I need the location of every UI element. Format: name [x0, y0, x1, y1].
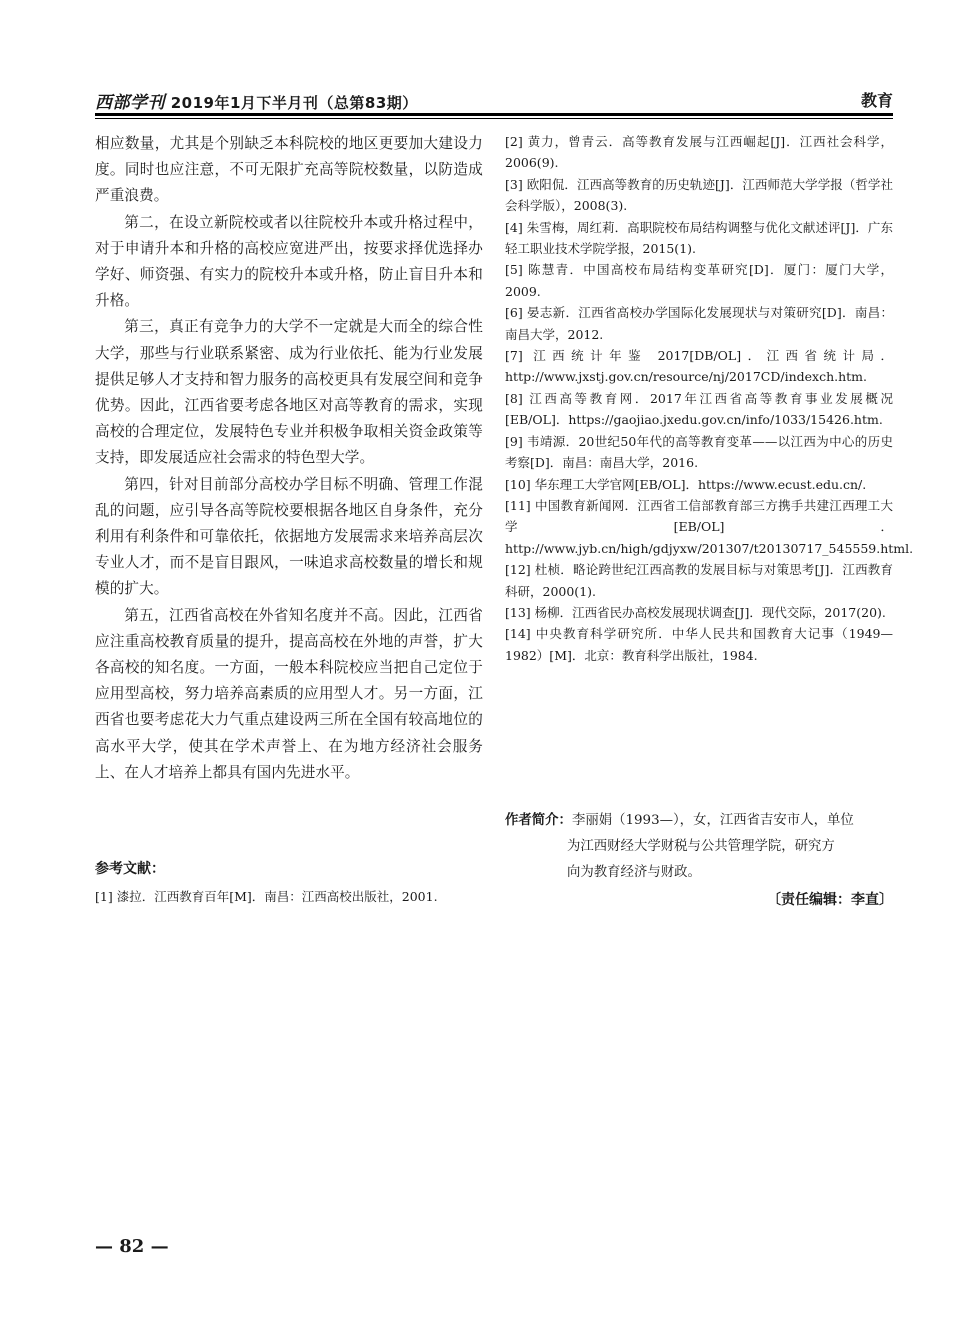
page-header	[95, 88, 893, 112]
author-line-2: 为江西财经大学财税与公共管理学院，研究方	[567, 839, 835, 854]
author-text: 李丽娟（1993—），女，江西省吉安市人，单位	[571, 813, 854, 828]
reference-item	[505, 431, 893, 474]
responsible-editor: 〔责任编辑：李直〕	[767, 892, 893, 908]
reference-text: 欧阳侃．江西高等教育的历史轨迹[J]．江西师范大学学报（哲学社会科学版），2008(3).	[505, 176, 893, 214]
reference-item	[505, 217, 893, 260]
author-line-3: 向为教育经济与财政。	[567, 865, 701, 880]
reference-text: 华东理工大学官网[EB/OL]．https://www.ecust.edu.cn/.	[534, 476, 867, 492]
author-label: 作者简介：	[505, 813, 572, 828]
reference-item	[505, 302, 893, 345]
reference-text: 杜桢．略论跨世纪江西高教的发展目标与对策思考[J]．江西教育科研，2000(1).	[505, 562, 894, 599]
reference-number: [8]	[505, 390, 523, 406]
reference-item	[505, 559, 893, 602]
journal-issue	[95, 88, 418, 113]
reference-text: 黄力，曾青云．高等教育发展与江西崛起[J]．江西社会科学，2006(9).	[505, 134, 894, 171]
body-column	[95, 131, 483, 786]
header-rule-thick	[95, 113, 893, 116]
reference-text: 韦靖源．20世纪50年代的高等教育变革——以江西为中心的历史考察[D]．南昌：南昌大学，2016.	[505, 433, 893, 471]
references-column	[505, 131, 914, 666]
reference-text: 朱雪梅，周红莉．高职院校布局结构调整与优化文献述评[J]．广东轻工职业技术学院学报，2015(1).	[505, 219, 893, 257]
reference-item	[95, 886, 495, 907]
reference-text: 江西高等教育网．2017年江西省高等教育事业发展概况[EB/OL]．https://gaojiao.jxedu.gov.cn/info/1033/15426.htm.	[505, 390, 893, 428]
reference-item	[505, 495, 914, 559]
reference-number: [7]	[505, 348, 523, 364]
reference-number: [6]	[505, 305, 523, 321]
reference-text: 漆拉．江西教育百年[M]．南昌：江西高校出版社，2001.	[116, 889, 438, 904]
page-number: — 82 —	[95, 1236, 169, 1257]
reference-number: [2]	[505, 134, 523, 149]
body-paragraph: 第三，真正有竞争力的大学不一定就是大而全的综合性大学，那些与行业联系紧密、成为行业依托、能为行业发展提供足够人才支持和智力服务的高校更具有发展空间和竞争优势。因此，江西省要考虑各地区对高等教育的需求，实现高校的合理定位，发展特色专业并积极争取相关资金政策等支持，即发展适应社会需求的特色型大学。	[95, 318, 483, 467]
reference-item	[505, 474, 893, 495]
reference-number: [11]	[505, 497, 531, 513]
reference-item	[505, 174, 893, 217]
reference-text: 杨柳．江西省民办高校发展现状调查[J]．现代交际，2017(20).	[534, 604, 886, 620]
reference-text: 中国教育新闻网．江西省工信部教育部三方携手共建江西理工大学[EB/OL]．http://www.jyb.cn/high/gdjyxw/201307/t20130717_545559.html.	[505, 497, 914, 556]
body-paragraph: 相应数量，尤其是个别缺乏本科院校的地区更要加大建设力度。同时也应注意，不可无限扩充高等院校数量，以防造成严重浪费。	[95, 135, 483, 205]
reference-item	[505, 131, 893, 174]
reference-number: [4]	[505, 219, 523, 235]
reference-number: [9]	[505, 433, 523, 449]
references-title: 参考文献：	[95, 861, 165, 877]
header-rule-thin	[95, 118, 893, 119]
reference-text: 江西统计年鉴 2017[DB/OL]．江西省统计局．http://www.jxstj.gov.cn/resource/nj/2017CD/indexch.htm.	[505, 348, 893, 385]
body-paragraph: 第二，在设立新院校或者以往院校升本或升格过程中，对于申请升本和升格的高校应宽进严出，按要求择优选择办学好、师资强、有实力的院校升本或升格，防止盲目升本和升格。	[95, 213, 483, 310]
reference-item	[505, 388, 893, 431]
body-paragraph: 第四，针对目前部分高校办学目标不明确、管理工作混乱的问题，应引导各高等院校要根据各地区自身条件，充分利用有利条件和可靠依托，依据地方发展需求来培养高层次专业人才，而不是盲目跟风，一味追求高校数量的增长和规模的扩大。	[95, 475, 483, 598]
section-title: 教育	[860, 91, 893, 110]
reference-number: [3]	[505, 176, 523, 192]
reference-number: [5]	[505, 262, 523, 278]
reference-number: [14]	[505, 626, 531, 642]
reference-text: 陈慧青．中国高校布局结构变革研究[D]．厦门：厦门大学，2009.	[505, 262, 893, 299]
author-bio	[505, 808, 893, 886]
issue-info: 2019年1月下半月刊（总第83期）	[170, 94, 418, 112]
reference-number: [12]	[505, 562, 531, 578]
reference-item	[505, 623, 893, 666]
reference-item	[505, 259, 893, 302]
reference-item	[505, 345, 893, 388]
reference-number: [13]	[505, 604, 531, 620]
reference-item	[505, 602, 893, 623]
reference-text: 晏志新．江西省高校办学国际化发展现状与对策研究[D]．南昌：南昌大学，2012.	[505, 305, 893, 342]
body-paragraph: 第五，江西省高校在外省知名度并不高。因此，江西省应注重高校教育质量的提升，提高高校在外地的声誉，扩大各高校的知名度。一方面，一般本科院校应当把自己定位于应用型高校，努力培养高素质的应用型人才。另一方面，江西省也要考虑花大力气重点建设两三所在全国有较高地位的高水平大学，使其在学术声誉上、在为地方经济社会服务上、在人才培养上都具有国内先进水平。	[95, 606, 483, 781]
journal-logo: 西部学刊	[95, 93, 165, 113]
reference-number: [10]	[505, 476, 531, 492]
author-line-1	[505, 808, 893, 834]
reference-text: 中央教育科学研究所．中华人民共和国教育大记事（1949—1982）[M]．北京：教育科学出版社，1984.	[505, 626, 893, 663]
reference-number: [1]	[95, 889, 113, 904]
